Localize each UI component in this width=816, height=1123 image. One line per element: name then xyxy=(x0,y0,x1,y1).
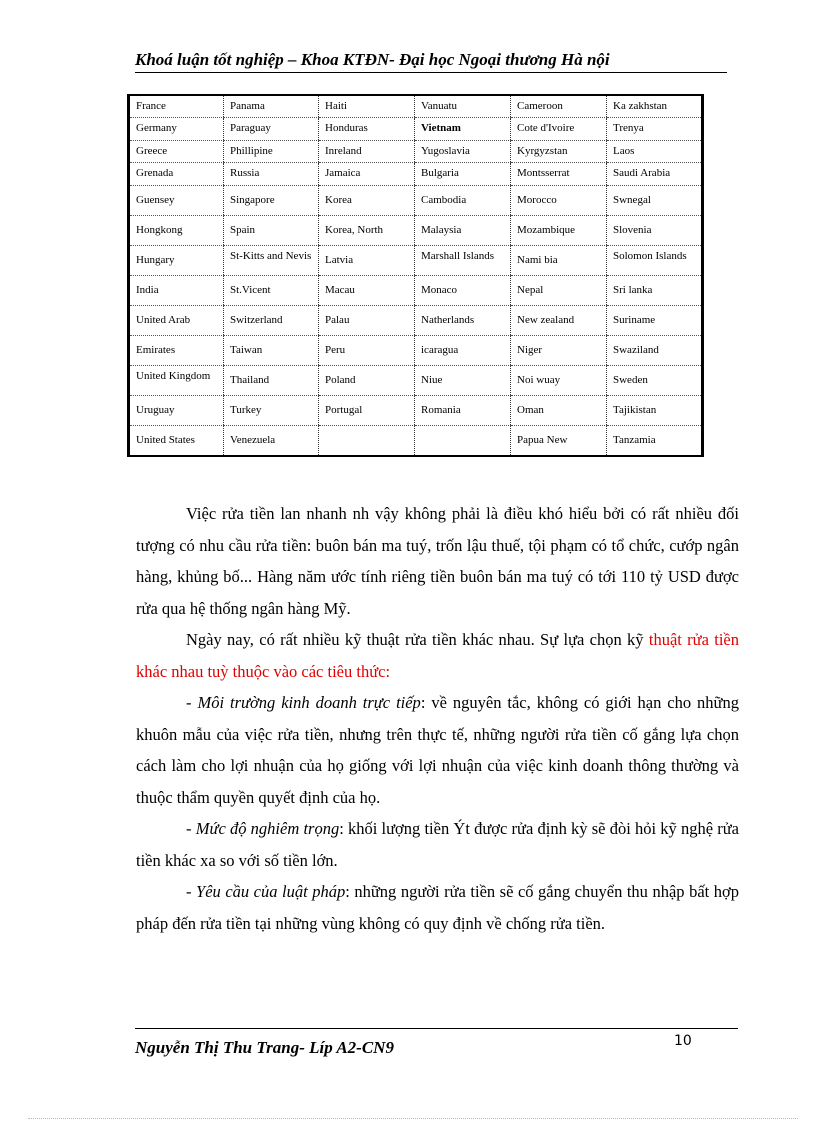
bullet-severity xyxy=(136,813,739,876)
table-cell: United Arab xyxy=(129,306,224,336)
table-cell: Macau xyxy=(319,275,415,305)
bullet-dash: - xyxy=(186,819,196,838)
table-cell: Spain xyxy=(224,215,319,245)
bullet-term: Môi trường kinh doanh trực tiếp xyxy=(197,693,421,712)
footer-author: Nguyễn Thị Thu Trang- Líp A2-CN9 xyxy=(135,1038,394,1057)
bullet-legal-requirements xyxy=(136,876,739,939)
bullet-business-environment xyxy=(136,687,739,813)
table-cell: Turkey xyxy=(224,396,319,426)
table-cell: Morocco xyxy=(511,185,607,215)
table-cell: Mozambique xyxy=(511,215,607,245)
table-cell: Malaysia xyxy=(415,215,511,245)
table-cell: Solomon Islands xyxy=(607,245,703,275)
bullet-dash: - xyxy=(186,693,198,712)
table-row xyxy=(129,185,703,215)
table-cell: icaragua xyxy=(415,336,511,366)
table-cell: Switzerland xyxy=(224,306,319,336)
table-cell: Korea, North xyxy=(319,215,415,245)
table-cell: Bulgaria xyxy=(415,163,511,186)
table-row xyxy=(129,140,703,163)
table-row xyxy=(129,396,703,426)
table-cell: Noi wuay xyxy=(511,366,607,396)
table-cell: Peru xyxy=(319,336,415,366)
table-cell: Monaco xyxy=(415,275,511,305)
body-text xyxy=(136,498,739,939)
table-cell: Jamaica xyxy=(319,163,415,186)
table-cell: Honduras xyxy=(319,118,415,141)
table-cell: Germany xyxy=(129,118,224,141)
table-cell: Venezuela xyxy=(224,426,319,456)
table-cell: Cameroon xyxy=(511,95,607,118)
table-cell: Suriname xyxy=(607,306,703,336)
table-cell: India xyxy=(129,275,224,305)
table-cell: Niue xyxy=(415,366,511,396)
table-cell: Hongkong xyxy=(129,215,224,245)
table-cell: Russia xyxy=(224,163,319,186)
table-cell: Niger xyxy=(511,336,607,366)
table-cell: Sri lanka xyxy=(607,275,703,305)
table-cell: Taiwan xyxy=(224,336,319,366)
table-cell: Vanuatu xyxy=(415,95,511,118)
table-cell: Inreland xyxy=(319,140,415,163)
table-cell: Nepal xyxy=(511,275,607,305)
table-cell: Korea xyxy=(319,185,415,215)
table-cell: Portugal xyxy=(319,396,415,426)
paragraph-2-highlight: thuật rửa tiền khác nhau tuỳ thuộc vào các tiêu thức: xyxy=(136,630,740,681)
table-cell: Paraguay xyxy=(224,118,319,141)
table-cell: Papua New xyxy=(511,426,607,456)
page-header: Khoá luận tốt nghiệp – Khoa KTĐN- Đại học Ngoại thương Hà nội xyxy=(135,50,727,73)
bullet-dash: - xyxy=(186,882,197,901)
table-cell: Cote d'Ivoire xyxy=(511,118,607,141)
table-cell: Cambodia xyxy=(415,185,511,215)
table-cell: France xyxy=(129,95,224,118)
table-cell: Swnegal xyxy=(607,185,703,215)
table-cell: Oman xyxy=(511,396,607,426)
table-cell: Guensey xyxy=(129,185,224,215)
footer-rule xyxy=(135,1028,738,1029)
paragraph-2-text: Ngày nay, có rất nhiều kỹ thuật rửa tiền khác nhau. Sự lựa chọn kỹ xyxy=(186,630,649,649)
table-cell: Ka zakhstan xyxy=(607,95,703,118)
table-row xyxy=(129,95,703,118)
paragraph-1: Việc rửa tiền lan nhanh nh vậy không phải là điều khó hiểu bởi có rất nhiều đối tượng có nhu cầu rửa tiền: buôn bán ma tuý, trốn lậu thuế, tội phạm có tổ chức, cướp ngân hàng, khủng bố... Hàng năm ước tính riêng tiền buôn bán ma tuý có tới 110 tỷ USD được rửa qua hệ thống ngân hàng Mỹ. xyxy=(136,504,739,618)
table-cell: Hungary xyxy=(129,245,224,275)
table-cell: Uruguay xyxy=(129,396,224,426)
table-cell: Romania xyxy=(415,396,511,426)
table-cell: Grenada xyxy=(129,163,224,186)
table-cell: Laos xyxy=(607,140,703,163)
table-cell: Tanzamia xyxy=(607,426,703,456)
table-cell: Sweden xyxy=(607,366,703,396)
table-cell: Poland xyxy=(319,366,415,396)
paragraph-2 xyxy=(136,624,739,687)
table-cell: Emirates xyxy=(129,336,224,366)
table-cell: Phillipine xyxy=(224,140,319,163)
table-cell: Latvia xyxy=(319,245,415,275)
table-cell: Natherlands xyxy=(415,306,511,336)
table-cell: Vietnam xyxy=(415,118,511,141)
page-bottom-border xyxy=(28,1118,798,1119)
table-cell: Yugoslavia xyxy=(415,140,511,163)
table-cell: Montsserrat xyxy=(511,163,607,186)
table-cell: Slovenia xyxy=(607,215,703,245)
table-cell: Marshall Islands xyxy=(415,245,511,275)
page-number: 10 xyxy=(674,1033,692,1049)
table-row xyxy=(129,163,703,186)
table-cell: Panama xyxy=(224,95,319,118)
bullet-text: : khối lượng tiền Ýt được rửa định kỳ sẽ đòi hỏi kỹ nghệ rửa tiền khác xa so với số tiền lớn. xyxy=(136,819,739,870)
table-cell: Palau xyxy=(319,306,415,336)
table-cell: Thailand xyxy=(224,366,319,396)
country-table xyxy=(127,94,704,457)
table-row xyxy=(129,118,703,141)
table-cell: St.Vicent xyxy=(224,275,319,305)
table-cell: Greece xyxy=(129,140,224,163)
bullet-text: : những người rửa tiền sẽ cố gắng chuyển thu nhập bất hợp pháp đến rửa tiền tại những vùng không có quy định về chống rửa tiền. xyxy=(136,882,739,933)
table-row xyxy=(129,366,703,396)
bullet-term: Yêu cầu của luật pháp xyxy=(196,882,346,901)
bullet-text: : về nguyên tắc, không có giới hạn cho những khuôn mẫu của việc rửa tiền, nhưng trên thực tế, những người rửa tiền cố gắng lựa chọn cách làm cho lợi nhuận của họ giống với lợi nhuận của việc kinh doanh thông thường và thuộc thẩm quyền quyết định của họ. xyxy=(136,693,739,807)
table-cell: United States xyxy=(136,434,195,447)
table-row xyxy=(129,336,703,366)
table-cell: Kyrgyzstan xyxy=(511,140,607,163)
table-cell: Swaziland xyxy=(607,336,703,366)
table-cell: Nami bia xyxy=(511,245,607,275)
table-cell: Singapore xyxy=(224,185,319,215)
table-row xyxy=(129,426,703,456)
table-cell: Saudi Arabia xyxy=(607,163,703,186)
table-cell: St-Kitts and Nevis xyxy=(224,245,319,275)
table-cell xyxy=(319,426,415,456)
table-row xyxy=(129,275,703,305)
table-cell: Trenya xyxy=(607,118,703,141)
table-cell: New zealand xyxy=(511,306,607,336)
bullet-term: Mức độ nghiêm trọng xyxy=(195,819,340,838)
table-row xyxy=(129,245,703,275)
table-row xyxy=(129,306,703,336)
table-cell: Tajikistan xyxy=(607,396,703,426)
table-cell xyxy=(415,426,511,456)
table-cell: United Kingdom xyxy=(129,366,224,396)
table-cell: Haiti xyxy=(319,95,415,118)
table-row xyxy=(129,215,703,245)
